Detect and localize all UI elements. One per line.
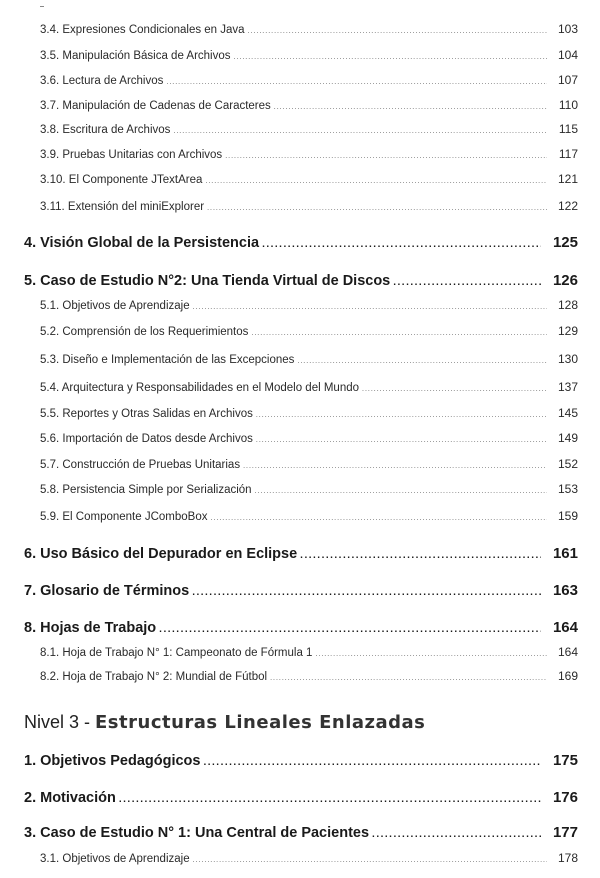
toc-entry-page: 130 — [557, 352, 578, 366]
scan-mark — [40, 6, 44, 7]
dot-leader — [159, 624, 541, 635]
dot-leader — [256, 437, 547, 444]
toc-entry[interactable] — [40, 509, 578, 523]
toc-entry-title: 5.2. Comprensión de los Requerimientos — [40, 326, 249, 338]
dot-leader — [372, 829, 541, 840]
toc-entry[interactable] — [40, 352, 578, 366]
level-title: Estructuras Lineales Enlazadas — [95, 712, 426, 733]
dot-leader — [243, 463, 547, 470]
dot-leader — [193, 304, 547, 311]
toc-entry-page: 122 — [557, 199, 578, 213]
toc-chapter[interactable] — [24, 824, 578, 841]
toc-entry-title: 3.8. Escritura de Archivos — [40, 124, 171, 136]
toc-chapter-title: 4. Visión Global de la Persistencia — [24, 235, 260, 251]
toc-entry-page: 121 — [557, 172, 578, 186]
toc-chapter-page: 176 — [552, 789, 578, 806]
toc-entry[interactable] — [40, 380, 578, 394]
dot-leader — [262, 239, 541, 250]
toc-entry-page: 128 — [557, 298, 578, 312]
toc-entry-page: 145 — [557, 406, 578, 420]
toc-chapter[interactable] — [24, 789, 578, 806]
toc-entry[interactable] — [40, 172, 578, 186]
toc-chapter[interactable] — [24, 234, 578, 251]
toc-chapter-page: 161 — [552, 545, 578, 562]
toc-entry[interactable] — [40, 73, 578, 87]
toc-entry[interactable] — [40, 298, 578, 312]
toc-entry[interactable] — [40, 431, 578, 445]
toc-chapter[interactable] — [24, 619, 578, 636]
toc-entry-page: 153 — [557, 482, 578, 496]
toc-entry-page: 159 — [557, 509, 578, 523]
toc-entry-title: 5.8. Persistencia Simple por Serialización — [40, 484, 252, 496]
toc-entry-title: 8.1. Hoja de Trabajo N° 1: Campeonato de Fórmula 1 — [40, 647, 313, 659]
toc-chapter-title: 2. Motivación — [24, 790, 116, 806]
dot-leader — [362, 386, 547, 393]
toc-entry[interactable] — [40, 851, 578, 865]
dot-leader — [300, 550, 541, 561]
dot-leader — [297, 358, 547, 365]
toc-entry-title: 5.1. Objetivos de Aprendizaje — [40, 300, 190, 312]
toc-chapter-title: 6. Uso Básico del Depurador en Eclipse — [24, 546, 298, 562]
toc-chapter[interactable] — [24, 752, 578, 769]
dot-leader — [315, 651, 547, 658]
toc-entry-title: 3.4. Expresiones Condicionales en Java — [40, 24, 245, 36]
dot-leader — [207, 205, 547, 212]
toc-entry-title: 5.3. Diseño e Implementación de las Excepciones — [40, 354, 295, 366]
toc-entry-page: 110 — [558, 98, 578, 112]
dot-leader — [251, 330, 547, 337]
toc-entry-title: 3.7. Manipulación de Cadenas de Caracteres — [40, 100, 271, 112]
toc-entry-title: 5.4. Arquitectura y Responsabilidades en el Modelo del Mundo — [40, 382, 360, 394]
dot-leader — [166, 79, 547, 86]
toc-entry-page: 164 — [557, 645, 578, 659]
toc-chapter-page: 163 — [552, 582, 578, 599]
dot-leader — [225, 153, 547, 160]
toc-entry-page: 178 — [557, 851, 578, 865]
toc-chapter-title: 8. Hojas de Trabajo — [24, 620, 157, 636]
toc-chapter-page: 126 — [552, 272, 578, 289]
toc-entry[interactable] — [40, 48, 578, 62]
toc-entry-page: 117 — [558, 147, 578, 161]
dot-leader — [274, 104, 547, 111]
toc-entry[interactable] — [40, 457, 578, 471]
toc-entry-page: 152 — [557, 457, 578, 471]
dot-leader — [270, 675, 547, 682]
toc-entry[interactable] — [40, 669, 578, 683]
dot-leader — [205, 178, 547, 185]
dot-leader — [255, 488, 547, 495]
toc-chapter[interactable] — [24, 582, 578, 599]
toc-chapter-title: 7. Glosario de Términos — [24, 583, 190, 599]
toc-entry-page: 104 — [557, 48, 578, 62]
toc-chapter-page: 177 — [552, 824, 578, 841]
toc-entry[interactable] — [40, 147, 578, 161]
toc-entry-title: 5.5. Reportes y Otras Salidas en Archivos — [40, 408, 253, 420]
toc-chapter-page: 175 — [552, 752, 578, 769]
toc-entry-title: 5.9. El Componente JComboBox — [40, 511, 208, 523]
toc-entry-page: 149 — [557, 431, 578, 445]
toc-entry[interactable] — [40, 122, 578, 136]
toc-entry[interactable] — [40, 22, 578, 36]
toc-entry[interactable] — [40, 199, 578, 213]
toc-entry-page: 115 — [558, 122, 578, 136]
toc-entry-title: 3.9. Pruebas Unitarias con Archivos — [40, 149, 223, 161]
toc-entry-page: 129 — [557, 324, 578, 338]
toc-entry[interactable] — [40, 645, 578, 659]
toc-chapter-title: 5. Caso de Estudio N°2: Una Tienda Virtual de Discos — [24, 273, 391, 289]
toc-entry-title: 5.7. Construcción de Pruebas Unitarias — [40, 459, 241, 471]
toc-entry-title: 5.6. Importación de Datos desde Archivos — [40, 433, 253, 445]
toc-entry-page: 107 — [557, 73, 578, 87]
toc-entry[interactable] — [40, 482, 578, 496]
toc-entry-title: 3.5. Manipulación Básica de Archivos — [40, 50, 231, 62]
toc-chapter-page: 164 — [552, 619, 578, 636]
dot-leader — [393, 277, 541, 288]
dot-leader — [119, 794, 541, 805]
level-prefix: Nivel 3 - — [24, 712, 96, 732]
toc-chapter-page: 125 — [552, 234, 578, 251]
toc-entry[interactable] — [40, 98, 578, 112]
toc-entry-title: 3.1. Objetivos de Aprendizaje — [40, 853, 190, 865]
dot-leader — [210, 515, 547, 522]
toc-chapter[interactable] — [24, 545, 578, 562]
dot-leader — [203, 757, 541, 768]
toc-entry-title: 3.11. Extensión del miniExplorer — [40, 201, 205, 213]
dot-leader — [192, 587, 541, 598]
toc-entry-page: 169 — [557, 669, 578, 683]
toc-entry-title: 8.2. Hoja de Trabajo N° 2: Mundial de Fútbol — [40, 671, 268, 683]
toc-entry-page: 103 — [557, 22, 578, 36]
dot-leader — [248, 28, 547, 35]
dot-leader — [234, 54, 548, 61]
toc-entry-title: 3.6. Lectura de Archivos — [40, 75, 164, 87]
dot-leader — [193, 857, 547, 864]
toc-entry-title: 3.10. El Componente JTextArea — [40, 174, 203, 186]
toc-chapter-title: 1. Objetivos Pedagógicos — [24, 753, 201, 769]
dot-leader — [173, 128, 547, 135]
toc-entry-page: 137 — [557, 380, 578, 394]
toc-entry[interactable] — [40, 406, 578, 420]
dot-leader — [256, 412, 547, 419]
toc-chapter-title: 3. Caso de Estudio N° 1: Una Central de Pacientes — [24, 825, 370, 841]
toc-entry[interactable] — [40, 324, 578, 338]
level-heading — [24, 712, 425, 733]
toc-chapter[interactable] — [24, 272, 578, 289]
